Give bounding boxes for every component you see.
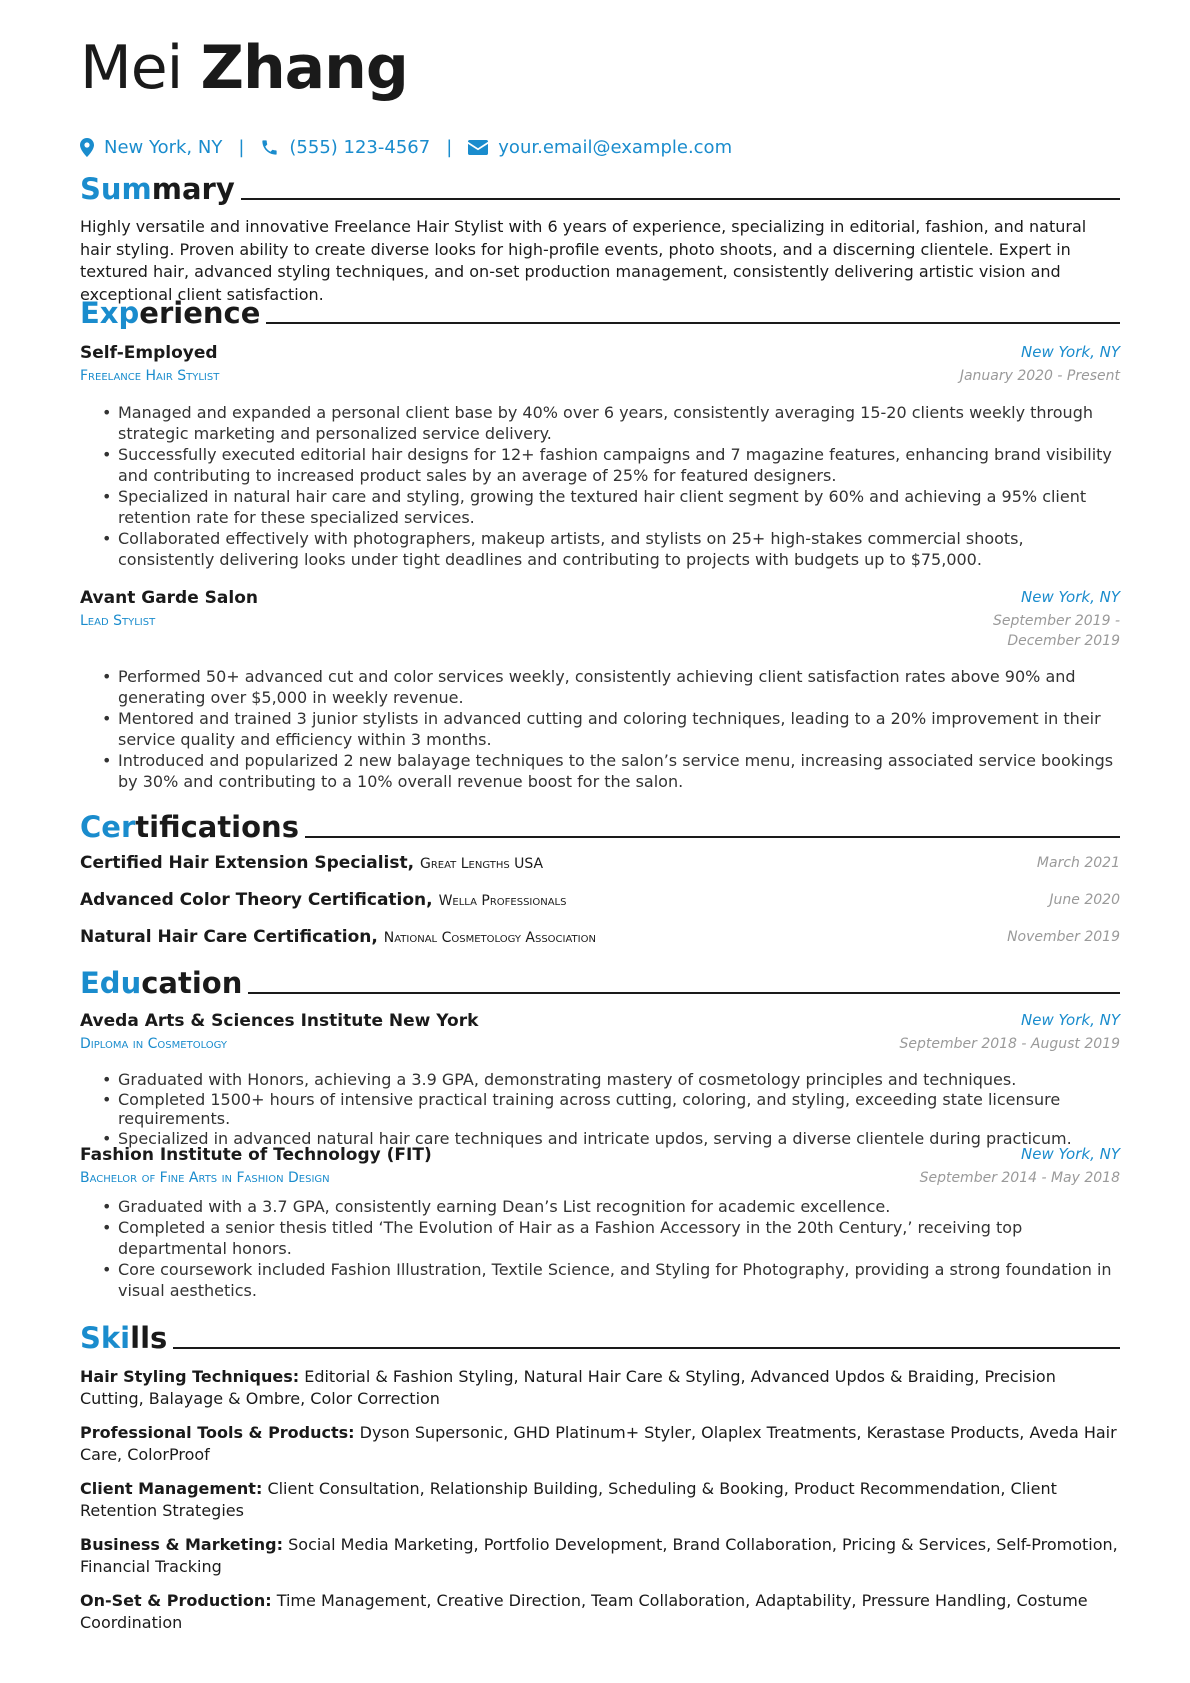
heading-accent: Sum <box>80 172 152 206</box>
skill-row <box>80 1366 1120 1410</box>
contact-bar <box>80 135 732 159</box>
skill-list: Dyson Supersonic, GHD Platinum+ Styler, Olaplex Treatments, Kerastase Products, Aveda Hair Care, ColorProof <box>80 1423 1117 1464</box>
list-item: • Performed 50+ advanced cut and color services weekly, consistently achieving client satisfaction rates above 90% and generating over $5,000 in weekly revenue. <box>80 666 1120 708</box>
list-item: • Collaborated effectively with photographers, makeup artists, and stylists on 25+ high-stakes commercial shoots, consistently delivering looks under tight deadlines and contributing to projects with budgets up to $75,000. <box>80 528 1120 570</box>
email-link: your.email@example.com <box>498 136 733 158</box>
certification-date: March 2021 <box>1036 855 1120 871</box>
experience-bullets <box>80 402 1120 570</box>
summary-text: Highly versatile and innovative Freelance Hair Stylist with 6 years of experience, specializing in editorial, fashion, and natural hair styling. Proven ability to create diverse looks for high-profile events, photo shoots, and a discerning clientele. Expert in textured hair, advanced styling techniques, and on-set production management, consistently delivering artistic vision and exceptional client satisfaction. <box>80 217 1087 304</box>
location-text: New York, NY <box>104 136 223 158</box>
last-name: Zhang <box>200 33 408 103</box>
school-location: New York, NY <box>1021 1011 1120 1029</box>
skill-row <box>80 1534 1120 1578</box>
candidate-name <box>80 33 408 103</box>
section-title <box>80 296 261 330</box>
heading-rest: cation <box>141 966 243 1000</box>
school-dates: September 2014 - May 2018 <box>919 1170 1120 1186</box>
experience-bullets <box>80 666 1120 792</box>
heading-accent: Ski <box>80 1321 131 1355</box>
envelope-icon <box>468 140 488 155</box>
phone-text: (555) 123-4567 <box>289 136 431 158</box>
phone-icon <box>260 138 279 157</box>
skill-category: Hair Styling Techniques: <box>80 1367 300 1386</box>
skill-list: Client Consultation, Relationship Building, Scheduling & Booking, Product Recommendation, Client Retention Strategies <box>80 1479 1057 1520</box>
section-rule <box>241 198 1120 200</box>
degree: Bachelor of Fine Arts in Fashion Design <box>80 1170 330 1186</box>
section-rule <box>305 836 1120 838</box>
certification-date: November 2019 <box>1007 929 1120 945</box>
certification-title: Certified Hair Extension Specialist <box>80 853 408 873</box>
list-item: • Graduated with Honors, achieving a 3.9 GPA, demonstrating mastery of cosmetology principles and techniques. <box>80 1070 1120 1090</box>
heading-accent: Edu <box>80 966 142 1000</box>
skill-category: Client Management: <box>80 1479 263 1498</box>
certification-issuer: Great Lengths USA <box>419 856 544 872</box>
contact-location <box>80 137 222 158</box>
education-bullets <box>80 1070 1120 1148</box>
heading-rest: lls <box>130 1321 168 1355</box>
list-item: • Managed and expanded a personal client base by 40% over 6 years, consistently averaging 15-20 clients weekly through strategic marketing and personalized service delivery. <box>80 402 1120 444</box>
contact-phone[interactable] <box>260 137 430 158</box>
skills-section-heading <box>80 1317 1120 1353</box>
certification-item: Certified Hair Extension Specialist, Great Lengths USA March 2021 <box>80 853 1120 873</box>
contact-email[interactable] <box>468 137 732 158</box>
school-name: Aveda Arts & Sciences Institute New York <box>80 1011 479 1031</box>
job-location: New York, NY <box>1021 588 1120 606</box>
heading-accent: Exp <box>80 296 140 330</box>
school-location: New York, NY <box>1021 1145 1120 1163</box>
list-item: • Core coursework included Fashion Illustration, Textile Science, and Styling for Photography, providing a strong foundation in visual aesthetics. <box>80 1259 1120 1301</box>
section-title <box>80 966 243 1000</box>
certification-item: Natural Hair Care Certification, National Cosmetology Association November 2019 <box>80 927 1120 947</box>
list-item: • Completed a senior thesis titled ‘The Evolution of Hair as a Fashion Accessory in the 20th Century,’ receiving top departmental honors. <box>80 1217 1120 1259</box>
heading-accent: Cer <box>80 810 136 844</box>
skill-list: Social Media Marketing, Portfolio Development, Brand Collaboration, Pricing & Services, Self-Promotion, Financial Tracking <box>80 1535 1118 1576</box>
heading-rest: erience <box>139 296 261 330</box>
list-item: • Mentored and trained 3 junior stylists in advanced cutting and coloring techniques, leading to a 20% improvement in their service quality and efficiency within 3 months. <box>80 708 1120 750</box>
job-dates: September 2019 - December 2019 <box>993 613 1120 649</box>
employer-name: Avant Garde Salon <box>80 588 259 608</box>
certification-title: Advanced Color Theory Certification <box>80 890 427 910</box>
skill-category: Professional Tools & Products: <box>80 1423 355 1442</box>
school-name: Fashion Institute of Technology (FIT) <box>80 1145 432 1165</box>
list-item: • Successfully executed editorial hair designs for 12+ fashion campaigns and 7 magazine features, enhancing brand visibility and contributing to increased product sales by an average of 25% for featured designers. <box>80 444 1120 486</box>
section-title <box>80 810 299 844</box>
skill-row <box>80 1590 1120 1634</box>
job-title: Freelance Hair Stylist <box>80 368 220 384</box>
section-rule <box>173 1347 1120 1349</box>
certification-issuer: National Cosmetology Association <box>383 930 596 946</box>
skill-category: On-Set & Production: <box>80 1591 272 1610</box>
certification-item: Advanced Color Theory Certification, Wella Professionals June 2020 <box>80 890 1120 910</box>
summary-section-heading <box>80 168 1120 204</box>
experience-section-heading <box>80 292 1120 328</box>
employer-name: Self-Employed <box>80 343 218 363</box>
list-item: • Graduated with a 3.7 GPA, consistently earning Dean’s List recognition for academic excellence. <box>80 1196 1120 1217</box>
education-bullets <box>80 1196 1120 1301</box>
degree: Diploma in Cosmetology <box>80 1036 228 1052</box>
skill-list: Editorial & Fashion Styling, Natural Hair Care & Styling, Advanced Updos & Braiding, Precision Cutting, Balayage & Ombre, Color Correction <box>80 1367 1056 1408</box>
school-dates: September 2018 - August 2019 <box>899 1036 1120 1052</box>
education-section-heading <box>80 962 1120 998</box>
list-item: • Completed 1500+ hours of intensive practical training across cutting, coloring, and styling, exceeding state licensure requirements. <box>80 1090 1120 1129</box>
list-item: • Introduced and popularized 2 new balayage techniques to the salon’s service menu, increasing associated service bookings by 30% and contributing to a 10% overall revenue boost for the salon. <box>80 750 1120 792</box>
section-rule <box>266 322 1120 324</box>
first-name: Mei <box>80 33 183 103</box>
list-item: • Specialized in natural hair care and styling, growing the textured hair client segment by 60% and achieving a 95% client retention rate for these specialized services. <box>80 486 1120 528</box>
section-rule <box>248 992 1120 994</box>
skill-row <box>80 1422 1120 1466</box>
job-location: New York, NY <box>1021 343 1120 361</box>
skill-category: Business & Marketing: <box>80 1535 284 1554</box>
separator: | <box>446 136 453 158</box>
job-title: Lead Stylist <box>80 613 156 629</box>
certification-issuer: Wella Professionals <box>438 893 567 909</box>
section-title <box>80 1321 168 1355</box>
section-title <box>80 172 235 206</box>
separator: | <box>238 136 245 158</box>
skill-list: Time Management, Creative Direction, Team Collaboration, Adaptability, Pressure Handling, Costume Coordination <box>80 1591 1088 1632</box>
map-pin-icon <box>80 138 94 157</box>
certification-title: Natural Hair Care Certification <box>80 927 372 947</box>
certification-date: June 2020 <box>1049 892 1120 908</box>
job-dates: January 2020 - Present <box>959 368 1120 384</box>
skill-row <box>80 1478 1120 1522</box>
heading-rest: tifications <box>135 810 299 844</box>
certifications-section-heading <box>80 806 1120 842</box>
list-item: • Specialized in advanced natural hair care techniques and intricate updos, serving a diverse clientele during practicum. <box>80 1129 1120 1149</box>
heading-rest: mary <box>151 172 235 206</box>
